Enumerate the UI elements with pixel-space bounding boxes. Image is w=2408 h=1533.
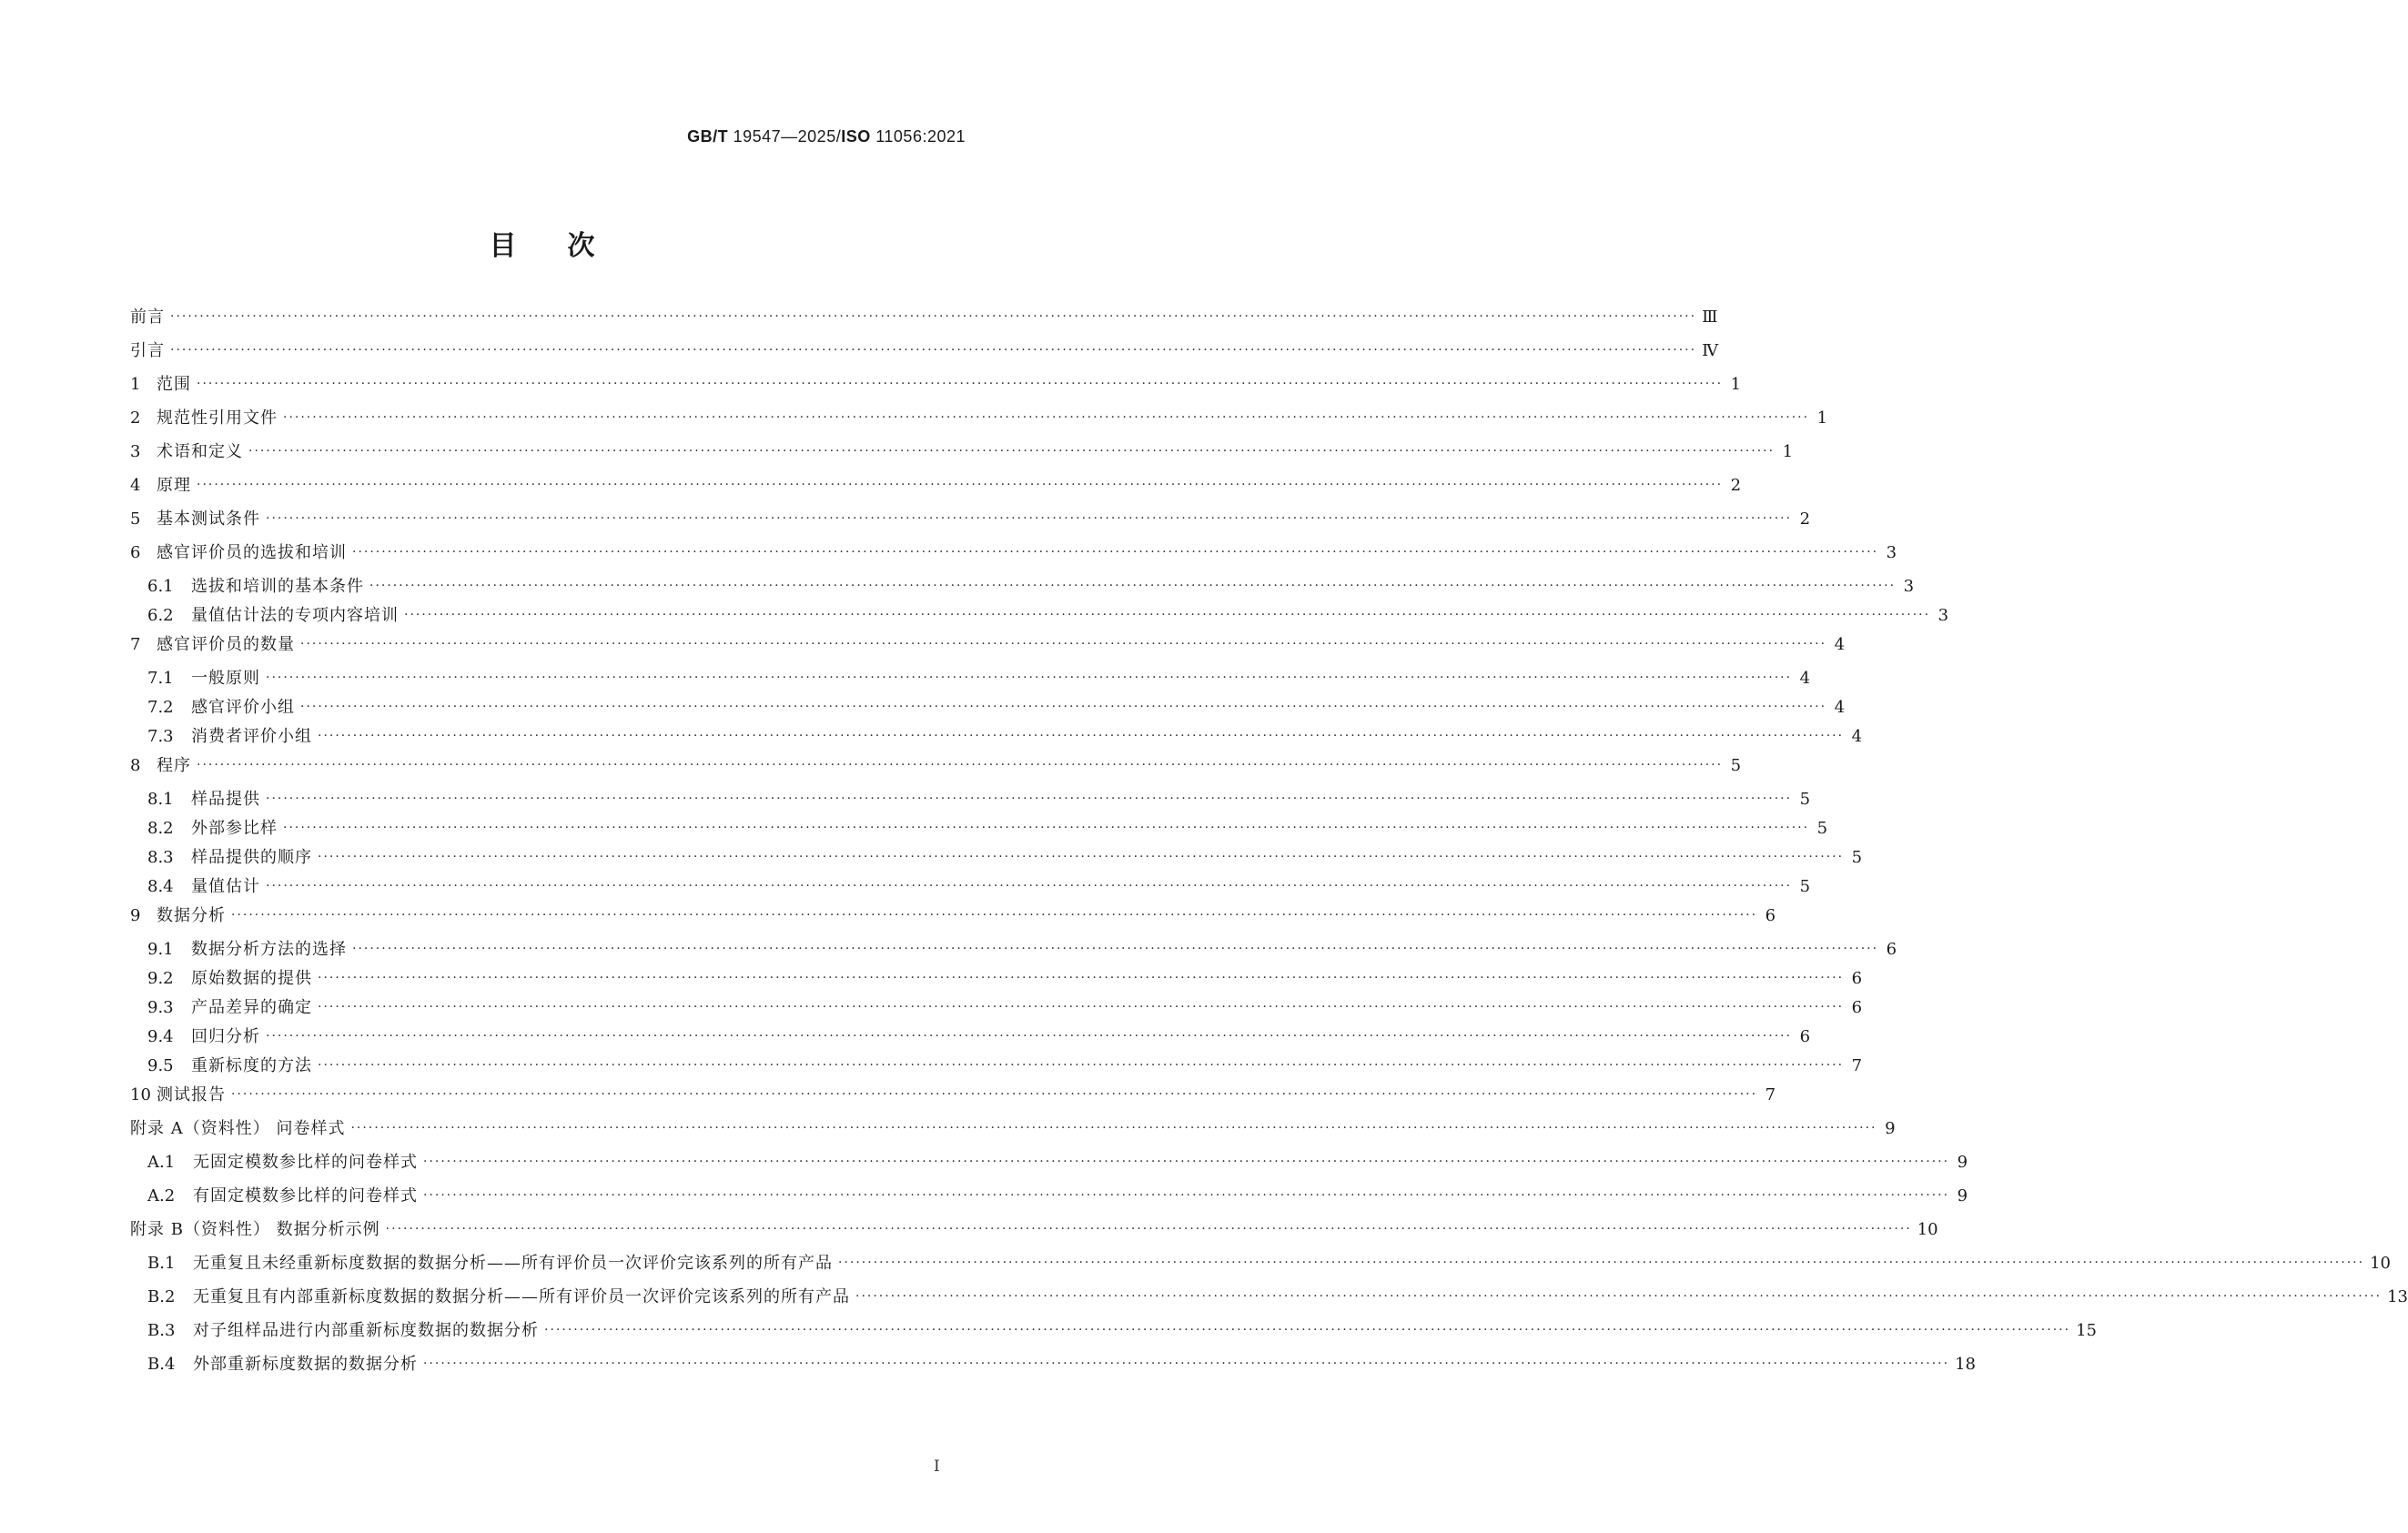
toc-entry-number: 9.5 — [147, 1056, 174, 1075]
toc-entry[interactable] — [130, 819, 1828, 850]
toc-leader-dots: ···································································································································································································································································· — [838, 1256, 2365, 1270]
toc-entry[interactable] — [130, 877, 1811, 908]
toc-entry[interactable] — [130, 543, 1897, 579]
toc-entry-title: 原始数据的提供 — [191, 969, 312, 988]
toc-entry-title: 前言 — [130, 308, 165, 327]
document-code — [687, 127, 966, 146]
toc-entry-title: 规范性引用文件 — [157, 408, 278, 428]
toc-entry[interactable] — [130, 790, 1811, 821]
toc-entry-number: B.2 — [147, 1287, 176, 1306]
toc-leader-dots: ···································································································································································································································································· — [423, 1357, 1950, 1371]
toc-entry[interactable] — [130, 1119, 1896, 1155]
toc-entry[interactable] — [130, 1027, 1811, 1058]
toc-entry[interactable] — [130, 1254, 2391, 1289]
toc-entry-title: 程序 — [157, 756, 191, 775]
toc-entry-page: 6 — [1851, 969, 1863, 988]
toc-entry-title: 无重复且有内部重新标度数据的数据分析——所有评价员一次评价完该系列的所有产品 — [193, 1287, 850, 1306]
standard-number: 19547—2025/ — [728, 127, 842, 146]
toc-entry[interactable] — [130, 476, 1742, 511]
toc-entry-page: 1 — [1730, 375, 1742, 394]
toc-entry-title: 数据分析 — [157, 906, 226, 925]
toc-entry[interactable] — [130, 1056, 1863, 1087]
toc-leader-dots: ···································································································································································································································································· — [318, 971, 1845, 985]
toc-entry-page: 6 — [1765, 906, 1776, 925]
toc-leader-dots: ···································································································································································································································································· — [423, 1155, 1950, 1169]
toc-entry-title: 量值估计 — [191, 877, 260, 896]
toc-entry-title: 感官评价员的数量 — [157, 635, 295, 654]
toc-entry-title: 样品提供的顺序 — [191, 848, 312, 867]
toc-entry-number: 8.2 — [147, 819, 174, 838]
toc-entry-page: 5 — [1730, 756, 1742, 775]
toc-leader-dots: ···································································································································································································································································· — [266, 792, 1793, 806]
toc-entry[interactable] — [130, 442, 1794, 478]
toc-leader-dots: ···································································································································································································································································· — [266, 671, 1793, 685]
toc-leader-dots: ···································································································································································································································································· — [350, 1121, 1877, 1135]
toc-entry-page: 2 — [1799, 509, 1811, 529]
toc-entry[interactable] — [130, 1355, 1976, 1390]
toc-entry-title: 一般原则 — [191, 669, 260, 688]
toc-entry-page: 10 — [1917, 1220, 1938, 1239]
toc-entry-page: 18 — [1955, 1355, 1976, 1374]
toc-leader-dots: ···································································································································································································································································· — [197, 478, 1724, 492]
toc-entry-title: 数据分析方法的选择 — [191, 940, 347, 959]
toc-entry-page: 2 — [1730, 476, 1742, 495]
toc-entry-page: 4 — [1834, 635, 1846, 654]
toc-entry-title: 基本测试条件 — [157, 509, 260, 529]
toc-leader-dots: ···································································································································································································································································· — [404, 608, 1931, 622]
toc-entry[interactable] — [130, 635, 1846, 671]
table-of-contents — [130, 308, 2408, 1390]
toc-entry[interactable] — [130, 408, 1828, 444]
toc-entry-number: 8.4 — [147, 877, 174, 896]
toc-entry-title: 原理 — [157, 476, 191, 495]
toc-entry-page: 5 — [1816, 819, 1828, 838]
toc-entry-number: 7.1 — [147, 669, 174, 688]
toc-leader-dots: ···································································································································································································································································· — [318, 850, 1845, 864]
toc-entry-title: 无重复且未经重新标度数据的数据分析——所有评价员一次评价完该系列的所有产品 — [193, 1254, 833, 1273]
toc-entry[interactable] — [130, 969, 1863, 1000]
toc-leader-dots: ···································································································································································································································································· — [352, 545, 1879, 560]
toc-leader-dots: ···································································································································································································································································· — [266, 879, 1793, 893]
toc-leader-dots: ···································································································································································································································································· — [231, 908, 1758, 923]
toc-entry-page: 9 — [1957, 1153, 1968, 1172]
toc-entry-page: 3 — [1886, 543, 1897, 562]
toc-entry-number: 5 — [130, 509, 141, 529]
toc-entry-page: 5 — [1851, 848, 1863, 867]
toc-entry-title: 量值估计法的专项内容培训 — [191, 606, 399, 625]
toc-entry-title: 回归分析 — [191, 1027, 260, 1046]
toc-entry[interactable] — [130, 308, 1718, 343]
toc-entry[interactable] — [130, 727, 1863, 758]
toc-entry-number: A.2 — [147, 1186, 176, 1205]
toc-entry-page: 13 — [2387, 1287, 2408, 1306]
iso-number: 11056:2021 — [870, 127, 966, 146]
toc-entry[interactable] — [130, 756, 1742, 792]
toc-entry-title: 选拔和培训的基本条件 — [191, 577, 364, 596]
toc-entry-number: 9.4 — [147, 1027, 174, 1046]
toc-entry-page: 7 — [1851, 1056, 1863, 1075]
toc-leader-dots: ···································································································································································································································································· — [197, 758, 1724, 772]
toc-entry-number: 1 — [130, 375, 141, 394]
toc-leader-dots: ···································································································································································································································································· — [300, 700, 1827, 714]
toc-entry-title: 无固定模数参比样的问卷样式 — [193, 1153, 418, 1172]
toc-entry-number: 8.1 — [147, 790, 174, 809]
page-title: 目次 — [489, 230, 646, 262]
toc-entry-number: B.3 — [147, 1321, 176, 1340]
toc-entry-number: 2 — [130, 408, 141, 428]
toc-entry-title: 附录 B（资料性） 数据分析示例 — [130, 1220, 380, 1239]
toc-entry-number: 6.2 — [147, 606, 174, 625]
toc-entry-number: 8.3 — [147, 848, 174, 867]
toc-entry-number: 9 — [130, 906, 141, 925]
toc-leader-dots: ···································································································································································································································································· — [423, 1188, 1950, 1203]
toc-entry[interactable] — [130, 1085, 1776, 1121]
toc-entry[interactable] — [130, 940, 1897, 971]
toc-leader-dots: ···································································································································································································································································· — [248, 444, 1776, 459]
toc-leader-dots: ···································································································································································································································································· — [231, 1087, 1758, 1102]
toc-leader-dots: ···································································································································································································································································· — [170, 309, 1697, 324]
toc-entry[interactable] — [130, 848, 1863, 879]
toc-entry-title: 样品提供 — [191, 790, 260, 809]
toc-entry-page: 6 — [1886, 940, 1897, 959]
toc-entry[interactable] — [130, 1186, 1968, 1222]
toc-entry-page: 1 — [1816, 408, 1828, 428]
toc-entry-title: 外部重新标度数据的数据分析 — [193, 1355, 418, 1374]
toc-leader-dots: ···································································································································································································································································· — [300, 637, 1827, 651]
toc-entry-page: Ⅲ — [1702, 308, 1718, 327]
toc-entry-page: 3 — [1903, 577, 1915, 596]
toc-entry[interactable] — [130, 1287, 2408, 1323]
toc-entry[interactable] — [130, 906, 1776, 942]
toc-entry[interactable] — [130, 509, 1811, 545]
toc-entry[interactable] — [130, 998, 1863, 1029]
toc-entry[interactable] — [130, 698, 1846, 729]
toc-leader-dots: ···································································································································································································································································· — [369, 579, 1897, 593]
toc-entry-title: 感官评价小组 — [191, 698, 295, 717]
toc-entry[interactable] — [130, 606, 1949, 637]
toc-entry-title: 测试报告 — [157, 1085, 226, 1104]
toc-entry-page: 4 — [1851, 727, 1863, 746]
toc-leader-dots: ···································································································································································································································································· — [318, 1000, 1845, 1014]
toc-entry-page: 9 — [1885, 1119, 1896, 1138]
toc-entry[interactable] — [130, 1153, 1968, 1188]
toc-entry-number: B.1 — [147, 1254, 176, 1273]
toc-entry-title: 外部参比样 — [191, 819, 278, 838]
gbt-label: GB/T — [687, 127, 729, 146]
toc-entry-page: 6 — [1851, 998, 1863, 1017]
toc-entry-number: B.4 — [147, 1355, 176, 1374]
toc-entry[interactable] — [130, 669, 1811, 700]
toc-entry-number: A.1 — [147, 1153, 176, 1172]
toc-entry-page: 4 — [1799, 669, 1811, 688]
toc-leader-dots: ···································································································································································································································································· — [170, 343, 1697, 358]
toc-entry-title: 范围 — [157, 375, 191, 394]
toc-entry[interactable] — [130, 1220, 1938, 1256]
toc-leader-dots: ···································································································································································································································································· — [283, 821, 1810, 835]
toc-entry[interactable] — [130, 375, 1742, 410]
toc-entry-number: 9.3 — [147, 998, 174, 1017]
toc-entry-number: 9.1 — [147, 940, 174, 959]
toc-entry-page: 15 — [2076, 1321, 2097, 1340]
toc-entry-title: 引言 — [130, 341, 165, 360]
toc-entry-title: 有固定模数参比样的问卷样式 — [193, 1186, 418, 1205]
toc-leader-dots: ···································································································································································································································································· — [385, 1222, 1912, 1236]
toc-entry-page: Ⅳ — [1702, 341, 1719, 360]
toc-leader-dots: ···································································································································································································································································· — [855, 1289, 2383, 1304]
toc-entry-number: 6 — [130, 543, 141, 562]
toc-leader-dots: ···································································································································································································································································· — [352, 942, 1879, 956]
toc-entry-number: 10 — [130, 1085, 151, 1104]
toc-entry-page: 4 — [1834, 698, 1846, 717]
toc-entry-page: 1 — [1782, 442, 1794, 461]
toc-entry-page: 9 — [1957, 1186, 1968, 1205]
toc-leader-dots: ···································································································································································································································································· — [544, 1323, 2071, 1337]
toc-entry-number: 3 — [130, 442, 141, 461]
toc-leader-dots: ···································································································································································································································································· — [318, 1058, 1845, 1073]
toc-entry-number: 7.2 — [147, 698, 174, 717]
toc-entry-number: 9.2 — [147, 969, 174, 988]
toc-entry-number: 4 — [130, 476, 141, 495]
toc-entry-page: 6 — [1799, 1027, 1811, 1046]
toc-leader-dots: ···································································································································································································································································· — [266, 511, 1793, 526]
page-number: I — [934, 1457, 940, 1476]
toc-entry-page: 3 — [1938, 606, 1949, 625]
toc-entry-title: 附录 A（资料性） 问卷样式 — [130, 1119, 346, 1138]
toc-entry-number: 7 — [130, 635, 141, 654]
toc-entry-title: 产品差异的确定 — [191, 998, 312, 1017]
toc-entry-number: 6.1 — [147, 577, 174, 596]
toc-entry-page: 10 — [2370, 1254, 2391, 1273]
toc-entry[interactable] — [130, 341, 1719, 377]
iso-label: ISO — [841, 127, 871, 146]
toc-entry-title: 感官评价员的选拔和培训 — [157, 543, 347, 562]
toc-entry-title: 术语和定义 — [157, 442, 243, 461]
toc-entry-page: 7 — [1765, 1085, 1776, 1104]
toc-entry[interactable] — [130, 1321, 2097, 1357]
toc-entry-number: 7.3 — [147, 727, 174, 746]
toc-entry-number: 8 — [130, 756, 141, 775]
toc-entry-title: 消费者评价小组 — [191, 727, 312, 746]
toc-entry-title: 对子组样品进行内部重新标度数据的数据分析 — [193, 1321, 539, 1340]
toc-entry-page: 5 — [1799, 877, 1811, 896]
toc-entry-title: 重新标度的方法 — [191, 1056, 312, 1075]
toc-leader-dots: ···································································································································································································································································· — [318, 729, 1845, 743]
toc-entry[interactable] — [130, 577, 1915, 608]
toc-entry-page: 5 — [1799, 790, 1811, 809]
toc-leader-dots: ···································································································································································································································································· — [197, 377, 1724, 391]
toc-leader-dots: ···································································································································································································································································· — [283, 410, 1810, 425]
toc-leader-dots: ···································································································································································································································································· — [266, 1029, 1793, 1044]
